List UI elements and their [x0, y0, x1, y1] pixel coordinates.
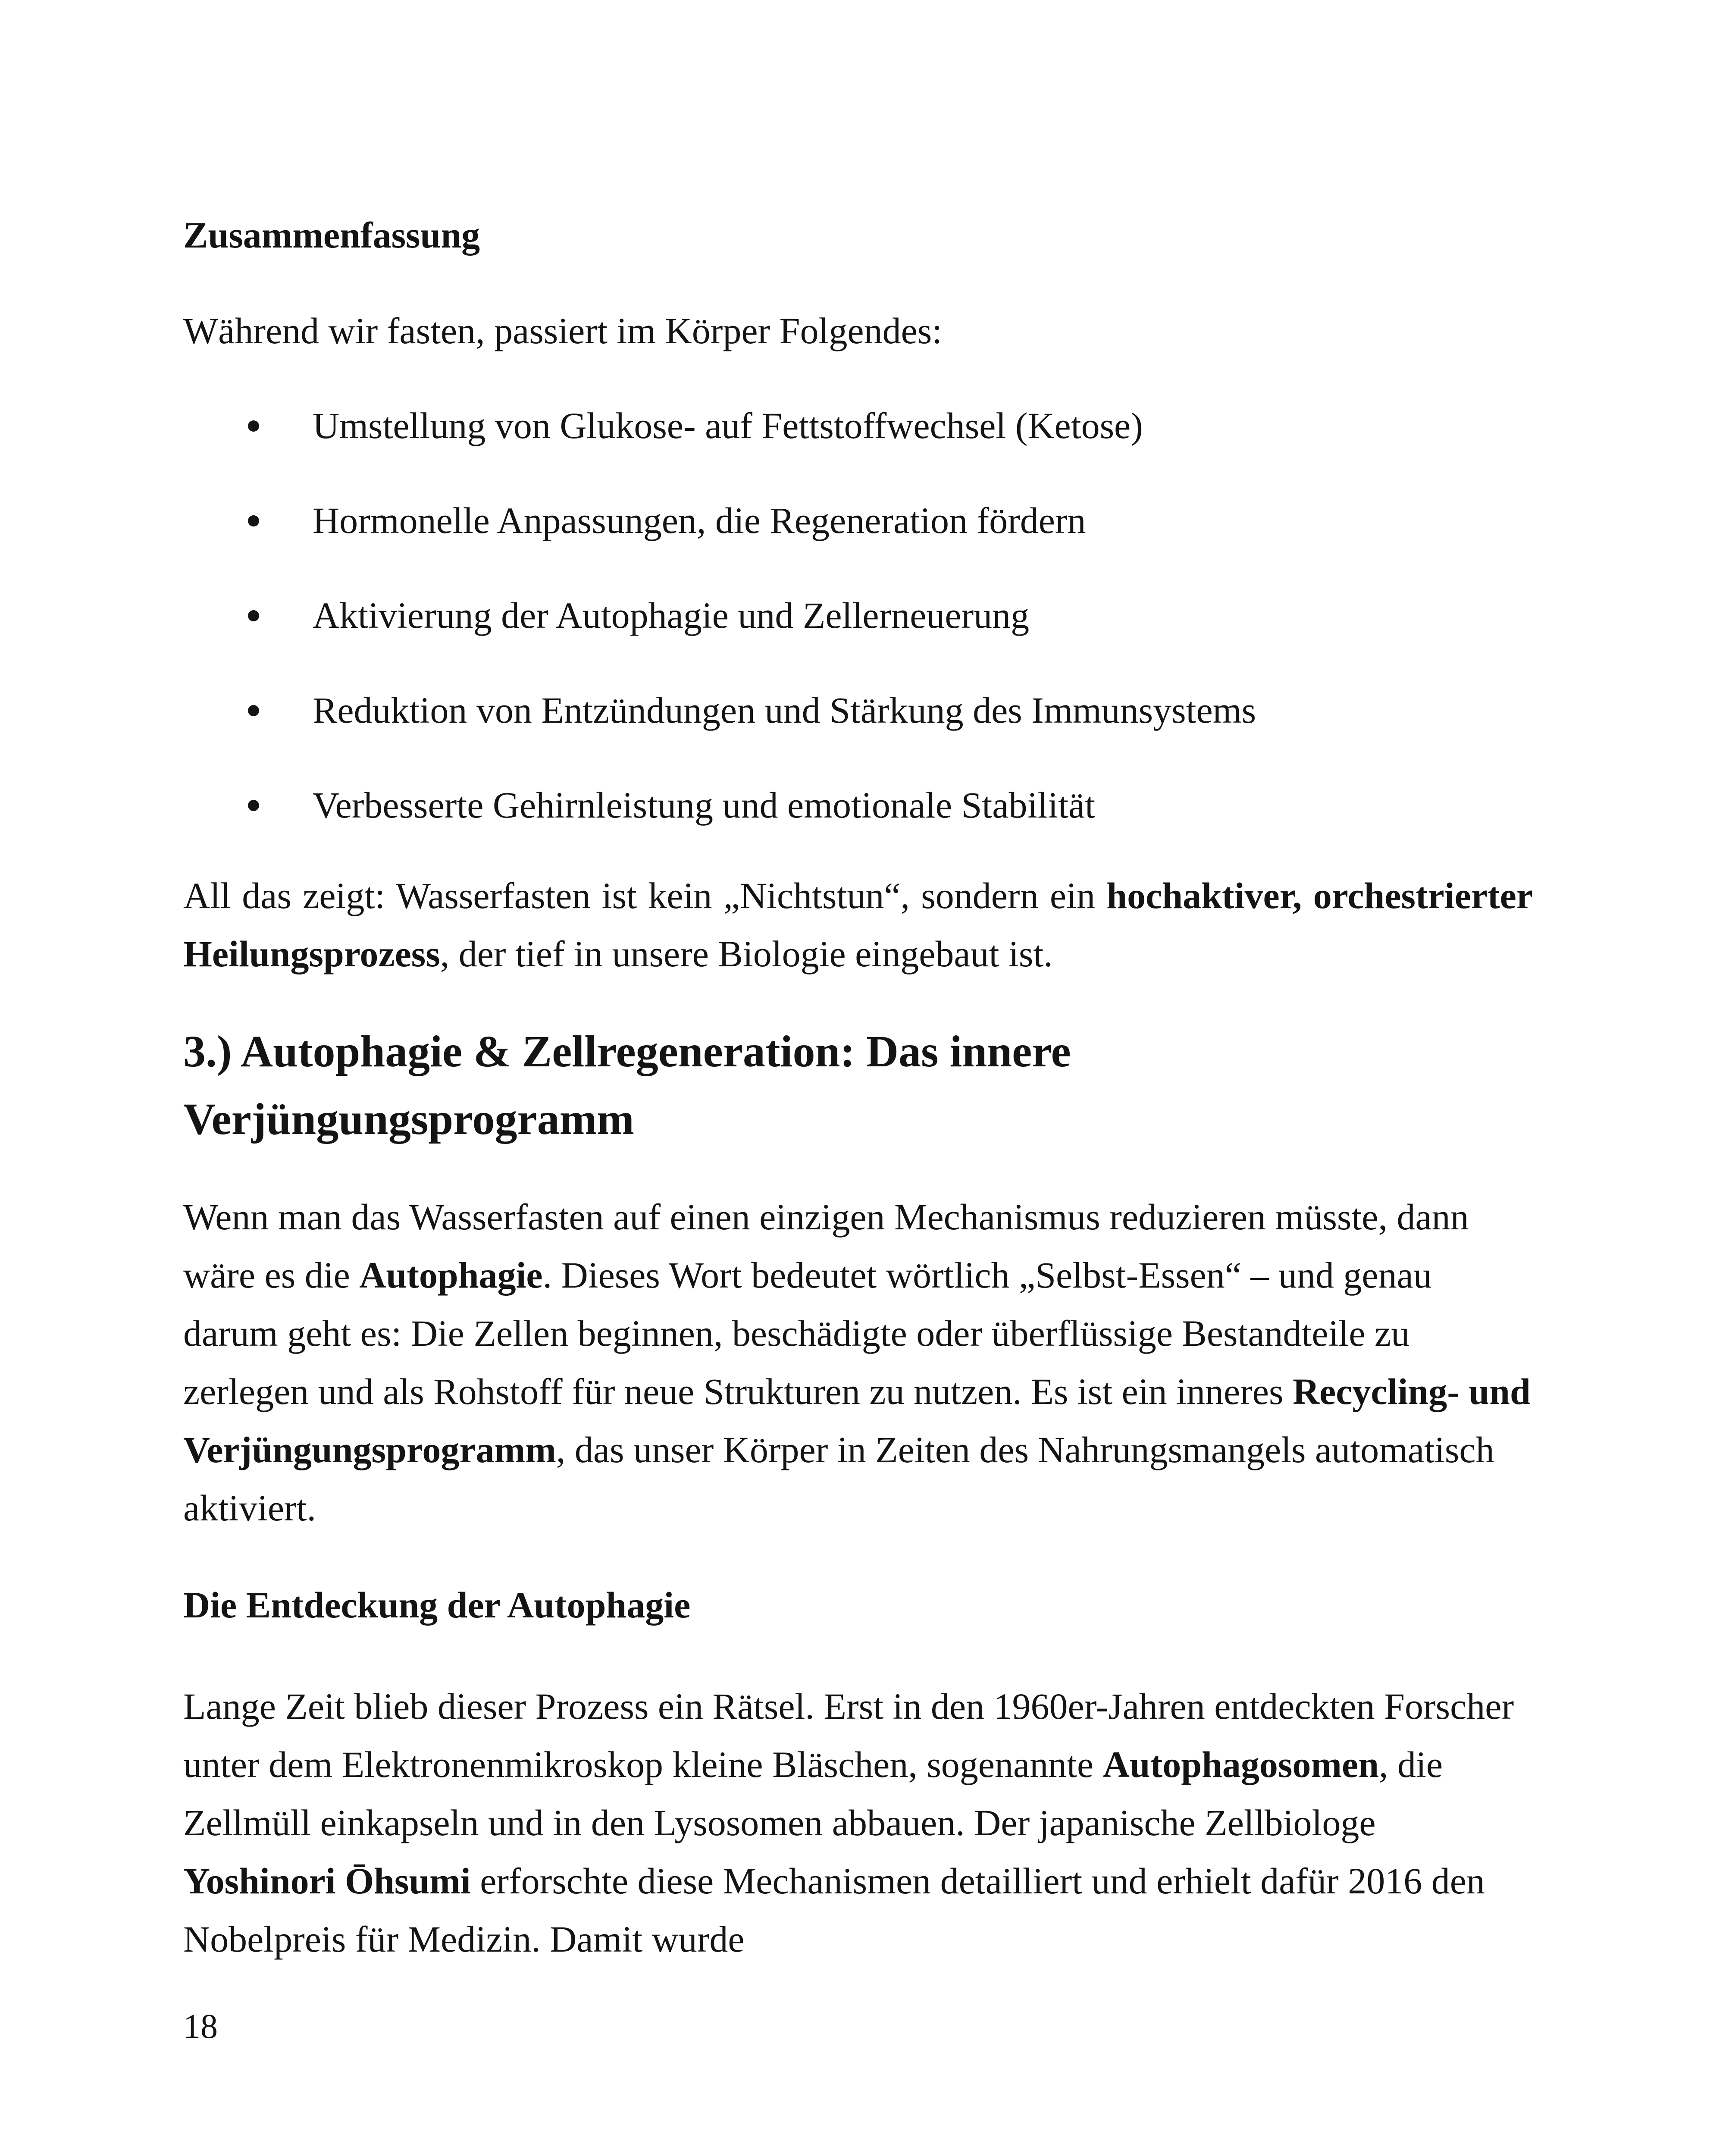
paragraph-emphasis: Yoshinori Ōhsumi [183, 1860, 471, 1902]
paragraph-emphasis: Autophagosomen [1102, 1744, 1379, 1785]
list-item [183, 492, 1533, 586]
bullet-icon [248, 515, 259, 526]
paragraph-text: Lange Zeit blieb dieser Prozess ein Rätsel. Erst in den 1960er-Jahren entdeckten Forscher unter dem Elektronenmikroskop kleine Bläschen, sogenannte [183, 1686, 1514, 1785]
conclusion-text: All das zeigt: Wasserfasten ist kein „Nichtstun“, sondern ein [183, 875, 1107, 916]
paragraph-text: . Dieses Wort bedeutet wörtlich „Selbst-Essen“ – und genau darum geht es: Die Zellen beginnen, beschädigte oder überflüssige Bestandteile zu zerlegen und als Rohstoff für neue Strukturen zu nutzen. Es ist ein inneres [183, 1254, 1432, 1412]
summary-bullet-list [183, 397, 1533, 871]
paragraph-text: , die Zellmüll einkapseln und in den Lysosomen abbauen. Der japanische Zellbiologe [183, 1744, 1443, 1843]
paragraph-emphasis: Autophagie [359, 1254, 543, 1296]
page-number: 18 [183, 2008, 218, 2046]
bullet-icon [248, 420, 259, 432]
list-item [183, 586, 1533, 681]
section-title: 3.) Autophagie & Zellregeneration: Das innere Verjüngungsprogramm [183, 1027, 1071, 1144]
conclusion-emphasis: hochaktiver, orchestrierter Heilungsprozess [183, 875, 1533, 975]
autophagy-paragraph [183, 1188, 1533, 1537]
summary-intro: Während wir fasten, passiert im Körper Folgendes: [183, 310, 943, 351]
paragraph-text: Wenn man das Wasserfasten auf einen einzigen Mechanismus reduzieren müsste, dann wäre es die [183, 1196, 1469, 1296]
bullet-text: Umstellung von Glukose- auf Fettstoffwechsel (Ketose) [313, 405, 1143, 446]
summary-heading: Zusammenfassung [183, 214, 480, 256]
paragraph-text: erforschte diese Mechanismen detailliert und erhielt dafür 2016 den Nobelpreis für Medizin. Damit wurde [183, 1860, 1485, 1960]
summary-conclusion [183, 867, 1533, 983]
paragraph-emphasis: Recycling- und Verjüngungsprogramm [183, 1371, 1531, 1470]
paragraph-text: , das unser Körper in Zeiten des Nahrungsmangels automatisch aktiviert. [183, 1429, 1494, 1529]
discovery-paragraph [183, 1677, 1533, 1968]
conclusion-text-end: , der tief in unsere Biologie eingebaut ist. [440, 933, 1053, 975]
bullet-icon [248, 705, 259, 716]
bullet-text: Reduktion von Entzündungen und Stärkung des Immunsystems [313, 689, 1256, 731]
bullet-text: Aktivierung der Autophagie und Zellerneuerung [313, 595, 1030, 636]
discovery-heading: Die Entdeckung der Autophagie [183, 1584, 691, 1626]
bullet-icon [248, 800, 259, 811]
list-item [183, 681, 1533, 776]
list-item [183, 776, 1533, 871]
bullet-icon [248, 610, 259, 621]
bullet-text: Hormonelle Anpassungen, die Regeneration fördern [313, 500, 1086, 541]
bullet-text: Verbesserte Gehirnleistung und emotionale Stabilität [313, 784, 1096, 826]
list-item [183, 397, 1533, 492]
